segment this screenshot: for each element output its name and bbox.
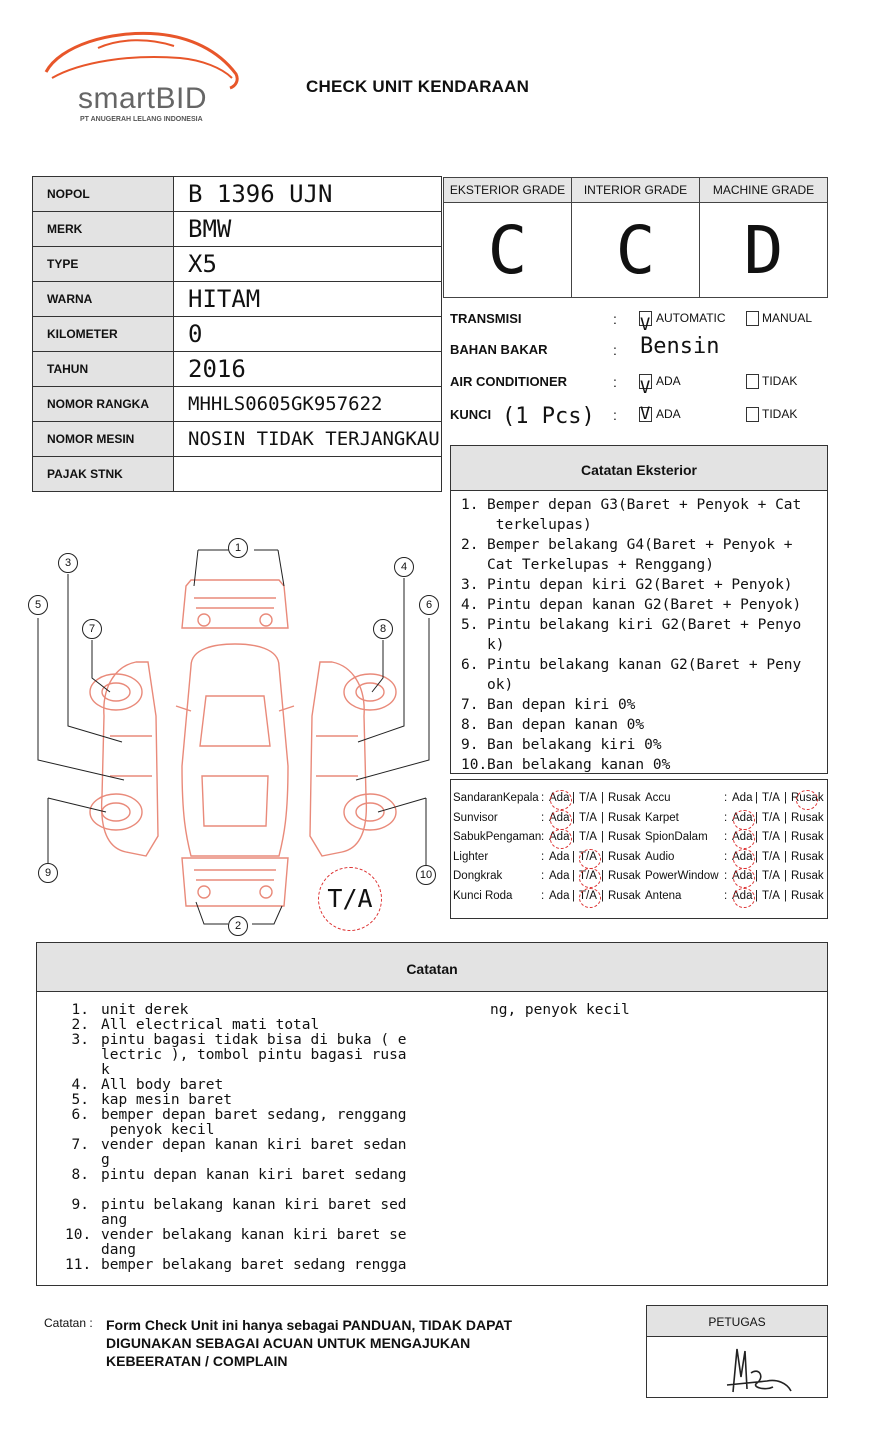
accessory-colon: :	[541, 811, 545, 824]
catatan-note-number: 1.	[71, 1002, 89, 1018]
callout-marker: 2	[228, 916, 248, 936]
eksterior-note-number: 6.	[461, 657, 479, 673]
accessory-separator: |	[755, 831, 758, 843]
accessory-option-ada[interactable]: Ada	[549, 792, 570, 804]
automatic-check-mark: V	[640, 315, 651, 335]
accessory-option-rusak[interactable]: Rusak	[608, 889, 641, 902]
ac-colon: :	[613, 374, 617, 390]
accessory-colon: :	[541, 870, 545, 882]
accessory-separator: |	[572, 831, 575, 843]
eksterior-note-text: Ban depan kanan 0%	[487, 717, 645, 733]
vehicle-info-label: PAJAK STNK	[33, 457, 174, 492]
bahan-bakar-label: BAHAN BAKAR	[450, 342, 548, 357]
eksterior-note-text: Ban belakang kiri 0%	[487, 737, 662, 753]
accessory-option-ta[interactable]: T/A	[579, 831, 597, 843]
petugas-title: PETUGAS	[647, 1306, 827, 1337]
callout-marker: 10	[416, 865, 436, 885]
eksterior-note-item	[459, 535, 819, 575]
eksterior-note-text: Pintu depan kiri G2(Baret + Penyok)	[487, 577, 793, 593]
vehicle-info-value: B 1396 UJN	[174, 177, 442, 212]
ac-tidak-checkbox[interactable]	[746, 374, 759, 389]
accessory-option-rusak[interactable]: Rusak	[608, 811, 641, 824]
vehicle-info-row	[33, 282, 442, 317]
catatan-note-number: 8.	[71, 1167, 89, 1183]
eksterior-note-item	[459, 595, 819, 615]
accessory-separator: |	[784, 792, 787, 804]
accessory-separator: |	[572, 850, 575, 863]
catatan-note-item	[65, 1018, 421, 1033]
accessory-colon: :	[724, 831, 728, 843]
eksterior-note-item	[459, 615, 819, 655]
accessory-name: SpionDalam	[645, 831, 708, 843]
eksterior-note-number: 3.	[461, 577, 479, 593]
kunci-value: (1 Pcs)	[502, 404, 595, 429]
transmisi-colon: :	[613, 311, 617, 327]
exterior-grade-value: C	[444, 203, 572, 298]
vehicle-info-row	[33, 387, 442, 422]
accessory-separator: |	[784, 889, 787, 902]
accessory-option-ada[interactable]: Ada	[549, 850, 570, 863]
footer-label: Catatan :	[44, 1316, 93, 1330]
accessory-option-ada[interactable]: Ada	[732, 889, 753, 902]
transmisi-label: TRANSMISI	[450, 311, 522, 326]
catatan-eksterior-list	[451, 491, 827, 775]
selected-circle-icon	[796, 790, 818, 810]
selected-circle-icon	[733, 829, 755, 849]
accessory-option-ta[interactable]: T/A	[762, 850, 780, 863]
catatan-note-number: 3.	[71, 1032, 89, 1048]
interior-grade-value: C	[572, 203, 700, 298]
vehicle-info-label: TYPE	[33, 247, 174, 282]
grades-table	[443, 177, 828, 298]
vehicle-info-label: NOPOL	[33, 177, 174, 212]
eksterior-note-item	[459, 755, 819, 775]
accessory-name: SabukPengaman	[453, 831, 542, 843]
vehicle-info-row	[33, 352, 442, 387]
vehicle-info-value: 2016	[174, 352, 442, 387]
catatan-note-text: kap mesin baret	[101, 1092, 232, 1108]
accessory-option-ta[interactable]: T/A	[762, 792, 780, 804]
catatan-note-text: bemper depan baret sedang, renggang penyok kecil	[101, 1107, 407, 1138]
vehicle-info-label: MERK	[33, 212, 174, 247]
catatan-list	[65, 1003, 421, 1273]
accessory-separator: |	[755, 870, 758, 882]
selected-circle-icon	[733, 810, 755, 830]
accessory-option-rusak[interactable]: Rusak	[791, 850, 824, 863]
accessory-separator: |	[572, 792, 575, 804]
callout-marker: 8	[373, 619, 393, 639]
catatan-note-text: unit derek	[101, 1002, 189, 1018]
accessory-separator: |	[755, 792, 758, 804]
catatan-note-text: vender belakang kanan kiri baret se dang	[101, 1227, 407, 1258]
catatan-title: Catatan	[37, 943, 827, 992]
accessory-separator: |	[572, 811, 575, 824]
eksterior-note-number: 9.	[461, 737, 479, 753]
vehicle-info-label: KILOMETER	[33, 317, 174, 352]
eksterior-note-text: Ban belakang kanan 0%	[487, 757, 671, 773]
accessory-name: Karpet	[645, 811, 679, 824]
callout-marker: 3	[58, 553, 78, 573]
accessory-option-ta[interactable]: T/A	[579, 811, 597, 824]
vehicle-info-label: NOMOR MESIN	[33, 422, 174, 457]
accessory-option-ada[interactable]: Ada	[549, 831, 570, 843]
catatan-note-item	[65, 1138, 421, 1168]
accessory-colon: :	[541, 850, 545, 863]
eksterior-note-text: Ban depan kiri 0%	[487, 697, 636, 713]
car-outline-drawing	[26, 536, 442, 936]
accessory-option-ta[interactable]: T/A	[579, 889, 597, 902]
signature-icon	[647, 1337, 827, 1397]
eksterior-note-item	[459, 735, 819, 755]
accessory-separator: |	[784, 870, 787, 882]
accessory-row	[451, 831, 827, 850]
callout-marker: 6	[419, 595, 439, 615]
callout-marker: 9	[38, 863, 58, 883]
eksterior-note-item	[459, 655, 819, 695]
vehicle-info-table	[32, 176, 442, 492]
accessory-name: Audio	[645, 850, 675, 863]
accessory-option-ada[interactable]: Ada	[549, 870, 570, 882]
catatan-eksterior-panel	[450, 445, 828, 774]
accessory-option-ta[interactable]: T/A	[579, 850, 597, 863]
accessory-row	[451, 851, 827, 870]
interior-grade-header: INTERIOR GRADE	[572, 178, 700, 203]
catatan-note-item	[65, 1078, 421, 1093]
accessory-option-rusak[interactable]: Rusak	[791, 870, 824, 882]
catatan-note-number: 4.	[71, 1077, 89, 1093]
callout-marker: 5	[28, 595, 48, 615]
vehicle-info-label: WARNA	[33, 282, 174, 317]
vehicle-info-row	[33, 212, 442, 247]
accessory-separator: |	[601, 889, 604, 902]
vehicle-info-row	[33, 317, 442, 352]
catatan-note-text: pintu bagasi tidak bisa di buka ( e lectric ), tombol pintu bagasi rusa k	[101, 1032, 407, 1078]
accessory-option-ada[interactable]: Ada	[732, 870, 753, 882]
eksterior-note-number: 5.	[461, 617, 479, 633]
eksterior-note-text: Bemper belakang G4(Baret + Penyok + Cat Terkelupas + Renggang)	[487, 537, 793, 573]
accessory-separator: |	[601, 870, 604, 882]
selected-circle-icon	[733, 868, 755, 888]
car-damage-diagram	[26, 536, 442, 936]
eksterior-note-number: 2.	[461, 537, 479, 553]
catatan-note-item	[65, 1228, 421, 1258]
accessory-option-rusak[interactable]: Rusak	[608, 850, 641, 863]
catatan-note-item	[65, 1198, 421, 1228]
accessory-row	[451, 870, 827, 889]
kunci-tidak-label: TIDAK	[762, 407, 798, 421]
ac-tidak-label: TIDAK	[762, 374, 798, 388]
kunci-ada-label: ADA	[656, 407, 681, 421]
accessory-name: Sunvisor	[453, 811, 498, 824]
accessory-colon: :	[724, 811, 728, 824]
eksterior-note-text: Pintu belakang kiri G2(Baret + Penyo k)	[487, 617, 802, 653]
accessory-colon: :	[724, 850, 728, 863]
accessory-name: Kunci Roda	[453, 889, 513, 902]
ac-label: AIR CONDITIONER	[450, 374, 567, 389]
manual-checkbox[interactable]	[746, 311, 759, 326]
accessory-option-ada[interactable]: Ada	[732, 850, 753, 863]
accessory-row	[451, 812, 827, 831]
accessory-option-rusak[interactable]: Rusak	[791, 792, 824, 804]
accessory-name: Antena	[645, 889, 682, 902]
accessory-name: Dongkrak	[453, 870, 503, 882]
accessory-separator: |	[784, 850, 787, 863]
accessory-option-rusak[interactable]: Rusak	[608, 831, 641, 843]
catatan-note-number: 11.	[65, 1257, 92, 1273]
accessory-separator: |	[572, 889, 575, 902]
eksterior-note-item	[459, 695, 819, 715]
catatan-note-item	[65, 1003, 421, 1018]
catatan-continuation: ng, penyok kecil	[490, 1002, 630, 1018]
accessory-option-ada[interactable]: Ada	[732, 811, 753, 824]
accessory-separator: |	[784, 811, 787, 824]
bahan-bakar-value: Bensin	[640, 334, 720, 359]
automatic-label: AUTOMATIC	[656, 311, 726, 325]
accessory-option-ta[interactable]: T/A	[762, 870, 780, 882]
eksterior-note-text: Pintu depan kanan G2(Baret + Penyok)	[487, 597, 802, 613]
accessory-separator: |	[755, 811, 758, 824]
catatan-note-number: 7.	[71, 1137, 89, 1153]
eksterior-note-item	[459, 575, 819, 595]
vehicle-info-row	[33, 422, 442, 457]
selected-circle-icon	[733, 849, 755, 869]
accessory-option-rusak[interactable]: Rusak	[791, 889, 824, 902]
eksterior-note-number: 4.	[461, 597, 479, 613]
accessory-row	[451, 792, 827, 811]
catatan-note-item	[65, 1108, 421, 1138]
callout-marker: 4	[394, 557, 414, 577]
footer-disclaimer: Form Check Unit ini hanya sebagai PANDUAN, TIDAK DAPAT DIGUNAKAN SEBAGAI ACUAN UNTUK MENGAJUKAN KEBEERATAN / COMPLAIN	[106, 1317, 513, 1369]
vehicle-info-row	[33, 247, 442, 282]
catatan-eksterior-title: Catatan Eksterior	[451, 446, 827, 491]
accessory-separator: |	[755, 850, 758, 863]
brand-subtitle: PT ANUGERAH LELANG INDONESIA	[80, 116, 203, 123]
vehicle-info-label: NOMOR RANGKA	[33, 387, 174, 422]
ac-ada-check-mark: V	[640, 378, 651, 398]
catatan-note-text: vender depan kanan kiri baret sedan g	[101, 1137, 407, 1168]
page-title: CHECK UNIT KENDARAAN	[306, 77, 530, 96]
accessory-option-rusak[interactable]: Rusak	[608, 792, 641, 804]
accessory-name: SandaranKepala	[453, 792, 539, 804]
catatan-note-number: 6.	[71, 1107, 89, 1123]
accessory-colon: :	[724, 792, 728, 804]
catatan-note-text: pintu belakang kanan kiri baret sed ang	[101, 1197, 407, 1228]
catatan-note-item	[65, 1093, 421, 1108]
brand-name: smartBID	[78, 82, 208, 115]
catatan-note-text: All electrical mati total	[101, 1017, 320, 1033]
vehicle-info-value	[174, 457, 442, 492]
accessory-colon: :	[724, 870, 728, 882]
vehicle-info-value: X5	[174, 247, 442, 282]
catatan-note-number: 5.	[71, 1092, 89, 1108]
callout-marker: 7	[82, 619, 102, 639]
eksterior-note-item	[459, 495, 819, 535]
accessory-colon: :	[541, 889, 545, 902]
accessory-option-ada[interactable]: Ada	[732, 831, 753, 843]
accessory-option-ta[interactable]: T/A	[762, 831, 780, 843]
vehicle-info-value: NOSIN TIDAK TERJANGKAU	[174, 422, 442, 457]
eksterior-note-text: Bemper depan G3(Baret + Penyok + Cat terkelupas)	[487, 497, 802, 533]
catatan-note-number: 10.	[65, 1227, 92, 1243]
ac-ada-label: ADA	[656, 374, 681, 388]
accessory-colon: :	[724, 889, 728, 902]
kunci-tidak-checkbox[interactable]	[746, 407, 759, 422]
accessory-option-ada[interactable]: Ada	[549, 889, 570, 902]
vehicle-info-value: MHHLS0605GK957622	[174, 387, 442, 422]
eksterior-note-number: 7.	[461, 697, 479, 713]
ta-stamp	[318, 867, 382, 931]
catatan-panel	[36, 942, 828, 1286]
accessory-option-rusak[interactable]: Rusak	[608, 870, 641, 882]
kunci-colon: :	[613, 407, 617, 423]
eksterior-note-number: 10.	[461, 757, 488, 773]
selected-circle-icon	[733, 888, 755, 908]
accessory-separator: |	[784, 831, 787, 843]
smartbid-logo	[40, 28, 245, 128]
vehicle-info-row	[33, 457, 442, 492]
exterior-grade-header: EKSTERIOR GRADE	[444, 178, 572, 203]
accessory-option-rusak[interactable]: Rusak	[791, 831, 824, 843]
eksterior-note-text: Pintu belakang kanan G2(Baret + Peny ok)	[487, 657, 802, 693]
accessory-option-ta[interactable]: T/A	[762, 889, 780, 902]
accessory-name: Lighter	[453, 850, 489, 863]
eksterior-note-item	[459, 715, 819, 735]
catatan-note-item	[65, 1258, 421, 1273]
petugas-box	[646, 1305, 828, 1398]
accessory-colon: :	[541, 831, 545, 843]
accessory-option-ada[interactable]: Ada	[549, 811, 570, 824]
kunci-ada-check-mark: V	[640, 404, 651, 424]
accessory-name: PowerWindow	[645, 870, 719, 882]
callout-marker: 1	[228, 538, 248, 558]
accessory-separator: |	[601, 811, 604, 824]
accessory-name: Accu	[645, 792, 671, 804]
accessory-separator: |	[572, 870, 575, 882]
catatan-note-text: pintu depan kanan kiri baret sedang	[101, 1167, 407, 1183]
catatan-note-item	[65, 1033, 421, 1078]
vehicle-info-label: TAHUN	[33, 352, 174, 387]
accessory-option-rusak[interactable]: Rusak	[791, 811, 824, 824]
catatan-note-text: All body baret	[101, 1077, 224, 1093]
catatan-note-text: bemper belakang baret sedang rengga	[101, 1257, 407, 1273]
ta-stamp-text: T/A	[327, 884, 373, 913]
vehicle-info-row	[33, 177, 442, 212]
accessory-colon: :	[541, 792, 545, 804]
accessory-option-ta[interactable]: T/A	[579, 870, 597, 882]
vehicle-info-value: BMW	[174, 212, 442, 247]
accessory-option-ada[interactable]: Ada	[732, 792, 753, 804]
bahan-bakar-colon: :	[613, 342, 617, 358]
vehicle-info-value: HITAM	[174, 282, 442, 317]
accessory-separator: |	[601, 792, 604, 804]
vehicle-info-value: 0	[174, 317, 442, 352]
eksterior-note-number: 8.	[461, 717, 479, 733]
catatan-note-item	[65, 1168, 421, 1198]
accessory-separator: |	[601, 831, 604, 843]
manual-label: MANUAL	[762, 311, 813, 325]
accessory-row	[451, 890, 827, 909]
accessory-option-ta[interactable]: T/A	[579, 792, 597, 804]
accessory-separator: |	[601, 850, 604, 863]
accessories-panel	[450, 779, 828, 919]
eksterior-note-number: 1.	[461, 497, 479, 513]
accessory-separator: |	[755, 889, 758, 902]
accessory-option-ta[interactable]: T/A	[762, 811, 780, 824]
catatan-note-number: 9.	[71, 1197, 89, 1213]
catatan-note-number: 2.	[71, 1017, 89, 1033]
machine-grade-value: D	[700, 203, 828, 298]
machine-grade-header: MACHINE GRADE	[700, 178, 828, 203]
kunci-label: KUNCI	[450, 407, 492, 422]
